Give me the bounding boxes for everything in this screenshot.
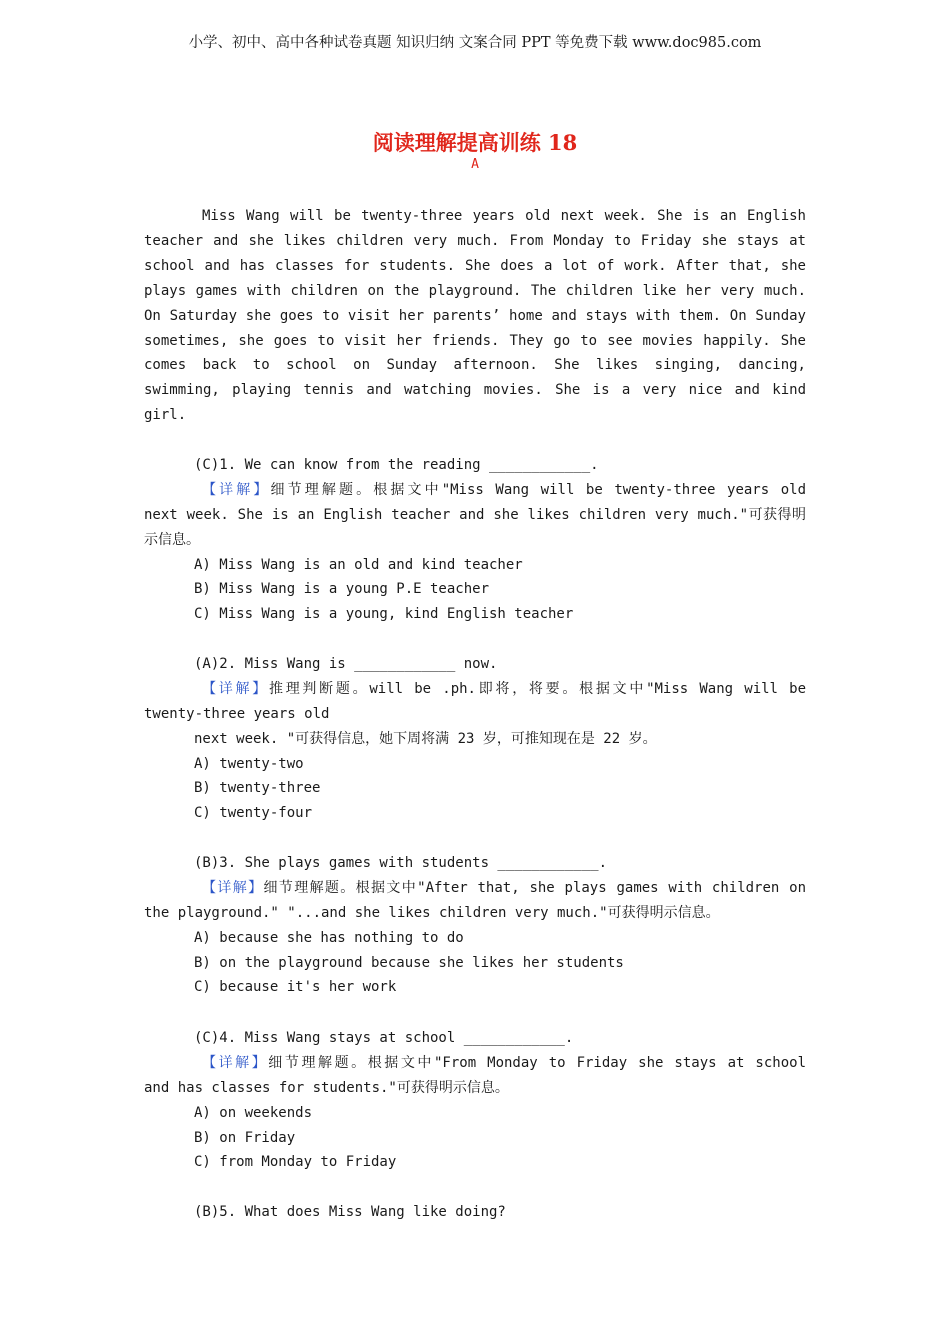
- option-c: C) because it's her work: [194, 979, 397, 996]
- explanation-line: next week. "可获得信息，她下周将满 23 岁，可推知现在是 22 岁。: [194, 730, 657, 747]
- option-c: C) Miss Wang is a young, kind English teacher: [194, 606, 574, 623]
- explanation-line: 【详解】细节理解题。根据文中"From Monday to Friday she stays at school: [202, 1054, 806, 1071]
- explanation-tag: 【详解】: [202, 879, 264, 896]
- explanation-line: and has classes for students."可获得明示信息。: [144, 1079, 509, 1096]
- explanation-line: twenty-three years old: [144, 705, 330, 722]
- option-a: A) Miss Wang is an old and kind teacher: [194, 556, 523, 573]
- explanation-line: the playground." "...and she likes children very much."可获得明示信息。: [144, 904, 720, 921]
- explanation-tag: 【详解】: [202, 1054, 269, 1071]
- option-c: C) from Monday to Friday: [194, 1154, 397, 1171]
- option-b: B) on the playground because she likes her students: [194, 954, 624, 971]
- explanation-tag: 【详解】: [202, 680, 269, 697]
- option-b: B) twenty-three: [194, 780, 321, 797]
- explanation-line: 【详解】细节理解题。根据文中"Miss Wang will be twenty-three years old: [202, 481, 806, 498]
- question-stem: (C)1. We can know from the reading ____________.: [194, 457, 599, 473]
- question-stem: (B)5. What does Miss Wang like doing?: [194, 1204, 506, 1220]
- question-2: [144, 652, 806, 826]
- explanation-line: 示信息。: [144, 531, 200, 548]
- question-stem: (C)4. Miss Wang stays at school ____________.: [194, 1030, 574, 1046]
- explanation-line: 【详解】细节理解题。根据文中"After that, she plays games with children on: [202, 879, 806, 896]
- question-3: [144, 851, 806, 1000]
- explanation-tag: 【详解】: [202, 481, 271, 498]
- option-b: B) Miss Wang is a young P.E teacher: [194, 581, 490, 598]
- question-stem: (B)3. She plays games with students ____________.: [194, 855, 608, 871]
- question-stem: (A)2. Miss Wang is ____________ now.: [194, 656, 498, 672]
- option-a: A) on weekends: [194, 1104, 313, 1121]
- option-b: B) on Friday: [194, 1129, 296, 1146]
- option-a: A) twenty-two: [194, 755, 304, 772]
- explanation-line: next week. She is an English teacher and she likes children very much."可获得明: [144, 506, 806, 523]
- section-label: A: [471, 157, 479, 172]
- option-c: C) twenty-four: [194, 805, 313, 822]
- option-a: A) because she has nothing to do: [194, 929, 464, 946]
- reading-passage: Miss Wang will be twenty-three years old next week. She is an English teacher and she likes children very much. From Monday to Friday she stays at school and has classes for students. She does a lot of work. After that, she plays games with children on the playground. The children like her very much. On Saturday she goes to visit her parents’ home and stays with them. On Sunday sometimes, she goes to visit her friends. They go to see movies happily. She comes back to school on Sunday afternoon. She likes singing, dancing, swimming, playing tennis and watching movies. She is a very nice and kind girl.: [144, 208, 806, 424]
- question-5: [144, 1200, 806, 1225]
- page-title: 阅读理解提高训练 18: [372, 130, 578, 155]
- question-4: [144, 1026, 806, 1175]
- page-header: 小学、初中、高中各种试卷真题 知识归纳 文案合同 PPT 等免费下载 www.doc985.com: [188, 35, 762, 51]
- question-1: [144, 453, 806, 627]
- explanation-line: 【详解】推理判断题。will be .ph.即将，将要。根据文中"Miss Wang will be: [202, 680, 806, 697]
